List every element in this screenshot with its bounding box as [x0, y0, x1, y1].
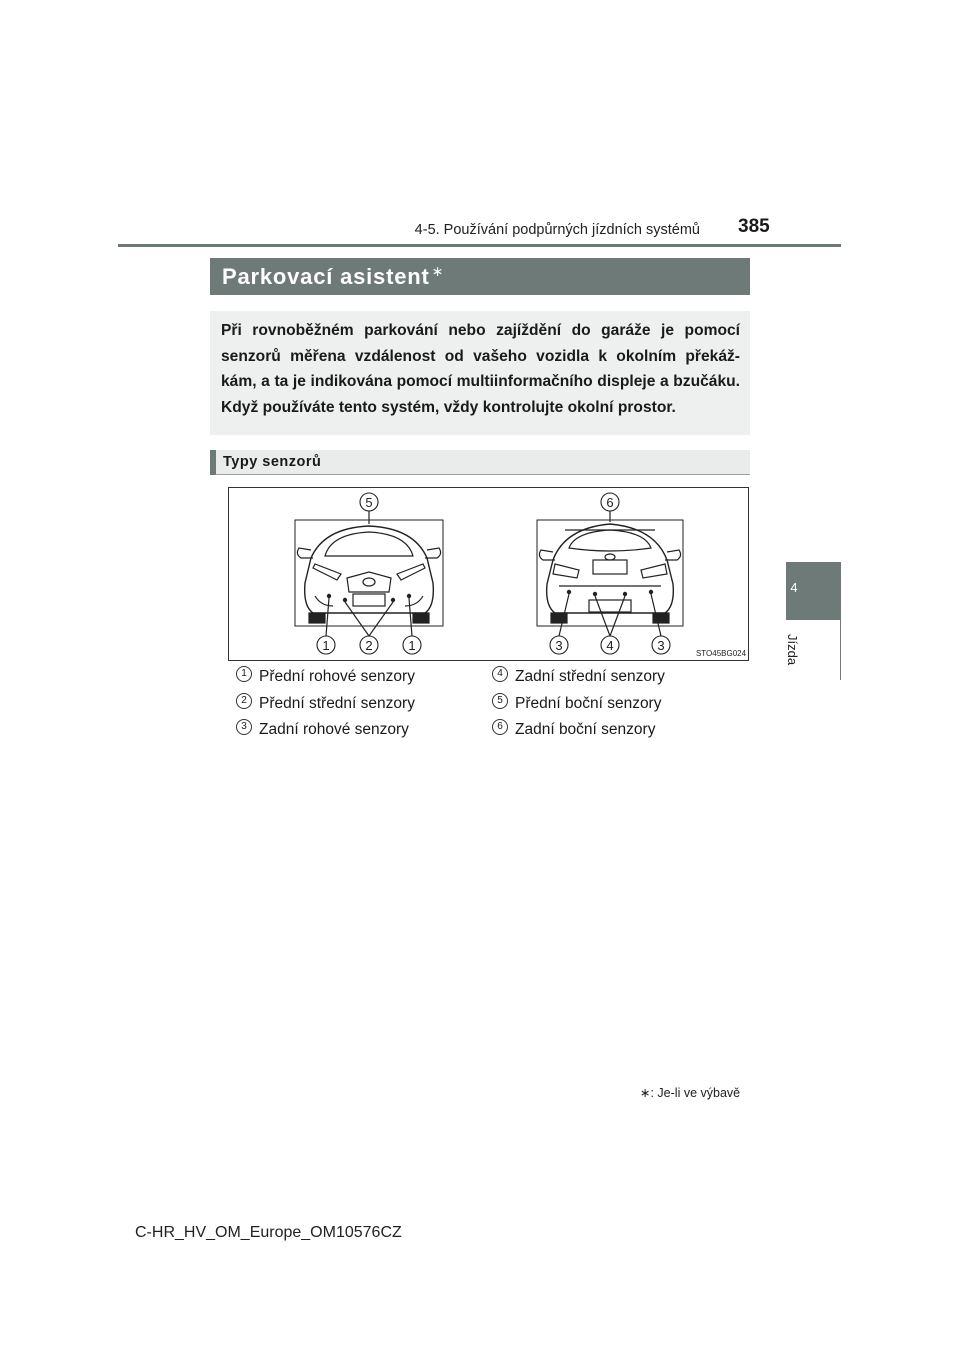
chapter-tab-rule	[840, 620, 841, 680]
legend-number: 2	[236, 693, 252, 709]
legend-item	[492, 719, 655, 739]
legend-number: 5	[492, 693, 508, 709]
legend-text: Zadní střední senzory	[515, 668, 665, 685]
footnote-text: : Je-li ve výbavě	[650, 1086, 741, 1100]
document-footer: C-HR_HV_OM_Europe_OM10576CZ	[135, 1224, 402, 1241]
callout-3-left-label: 3	[555, 638, 563, 653]
legend-item	[236, 666, 415, 686]
intro-paragraph: Při rovnoběžném parkování nebo zajíždění do garáže je pomocí senzorů měřena vzdálenost od vašeho vozidla k okolním překáž- kám, a ta je indikována pomocí multiinformačního displeje a bzučáku. Když používáte tento systém, vždy kontrolujte okolní prostor.	[221, 322, 740, 416]
sensor-diagram	[228, 487, 749, 661]
figure-code: STO45BG024	[695, 649, 747, 658]
legend-text: Přední střední senzory	[259, 695, 415, 712]
callout-5-label: 5	[365, 495, 373, 510]
callout-1-left-label: 1	[322, 638, 330, 653]
chapter-tab-label-text: Jízda	[785, 634, 800, 666]
subheading: Typy senzorů	[223, 454, 322, 470]
optional-equipment-star: ∗	[431, 263, 445, 279]
callout-4-label: 4	[606, 638, 614, 653]
callout-1-right-label: 1	[408, 638, 416, 653]
legend-text: Zadní boční senzory	[515, 721, 656, 738]
header-divider	[118, 244, 841, 247]
footnote-star: ∗	[640, 1086, 651, 1100]
callout-6-label: 6	[606, 495, 614, 510]
sensor-diagram-svg	[229, 488, 748, 660]
legend-text: Zadní rohové senzory	[259, 721, 409, 738]
legend-item	[236, 719, 409, 739]
legend-text: Přední rohové senzory	[259, 668, 415, 685]
legend-number: 3	[236, 719, 252, 735]
running-header-section: 4-5. Používání podpůrných jízdních systémů	[414, 222, 700, 238]
subheading-marker	[210, 450, 216, 475]
legend-number: 6	[492, 719, 508, 735]
legend-item	[492, 693, 661, 713]
legend-number: 4	[492, 666, 508, 682]
legend-item	[236, 693, 415, 713]
callout-3-right-label: 3	[657, 638, 665, 653]
section-title-text: Parkovací asistent	[222, 264, 430, 289]
chapter-tab-number: 4	[790, 580, 798, 595]
legend-text: Přední boční senzory	[515, 695, 662, 712]
section-title	[222, 263, 444, 290]
callout-2-label: 2	[365, 638, 373, 653]
footnote	[640, 1085, 740, 1100]
legend-item	[492, 666, 665, 686]
chapter-tab-label	[786, 634, 802, 694]
front-car-illustration	[295, 511, 443, 636]
page-number: 385	[738, 216, 770, 237]
rear-car-illustration	[537, 511, 683, 636]
legend-number: 1	[236, 666, 252, 682]
